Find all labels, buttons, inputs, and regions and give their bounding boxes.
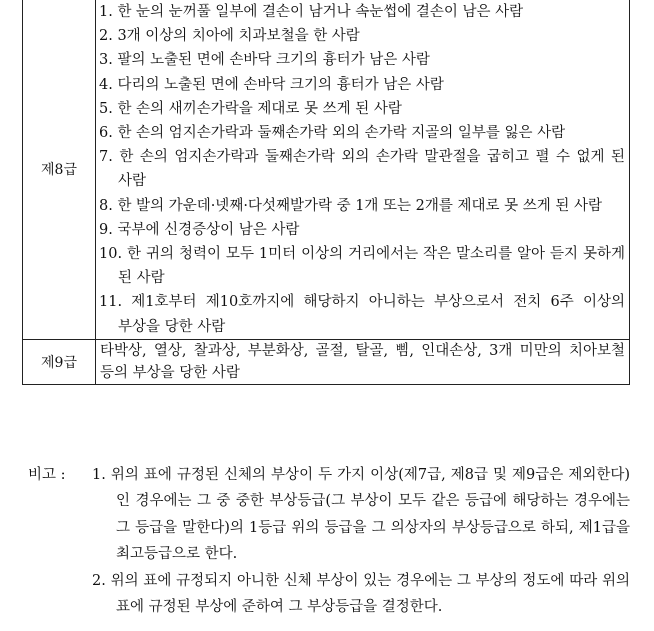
grade-8-item: 7. 한 손의 엄지손가락과 둘째손가락 외의 손가락 말관절을 굽히고 펼 수 없게 된 사람 xyxy=(99,149,625,190)
grade-8-label: 제8급 xyxy=(23,0,96,339)
grade-8-item: 6. 한 손의 엄지손가락과 둘째손가락 외의 손가락 지골의 일부를 잃은 사람 xyxy=(99,125,566,142)
grade-8-item: 3. 팔의 노출된 면에 손바닥 크기의 흉터가 남은 사람 xyxy=(99,52,430,69)
grade-8-item: 1. 한 눈의 눈꺼풀 일부에 결손이 남거나 속눈썹에 결손이 남은 사람 xyxy=(99,4,524,20)
grade-9-row xyxy=(23,339,630,384)
grade-8-item: 2. 3개 이상의 치아에 치과보철을 한 사람 xyxy=(99,28,360,45)
grade-8-item: 5. 한 손의 새끼손가락을 제대로 못 쓰게 된 사람 xyxy=(99,100,402,117)
grade-8-item: 9. 국부에 신경증상이 남은 사람 xyxy=(99,221,300,238)
grade-9-cell xyxy=(96,339,630,384)
note-text: 2. 위의 표에 규정되지 아니한 신체 부상이 있는 경우에는 그 부상의 정도에 따라 위의 표에 규정된 부상에 준하여 그 부상등급을 결정한다. xyxy=(92,572,630,616)
grade-8-item: 11. 제1호부터 제10호까지에 해당하지 아니하는 부상으로서 전치 6주 이상의 부상을 당한 사람 xyxy=(99,294,625,335)
grade-9-text: 타박상, 열상, 찰과상, 부분화상, 골절, 탈골, 삠, 인대손상, 3개 미만의 치아보철 등의 부상을 당한 사람 xyxy=(100,342,625,381)
notes-prefix: 비고 : xyxy=(28,467,66,483)
grade-8-item: 10. 한 귀의 청력이 모두 1미터 이상의 거리에서는 작은 말소리를 알아 듣지 못하게 된 사람 xyxy=(99,246,625,287)
injury-grade-table xyxy=(22,0,630,385)
grade-8-row xyxy=(23,0,630,339)
note-text: 1. 위의 표에 규정된 신체의 부상이 두 가지 이상(제7급, 제8급 및 제9급은 제외한다)인 경우에는 그 중 중한 부상등급(그 부상이 모두 같은 등급에 해당하는 경우에는 그 등급을 말한다)의 1등급 위의 등급을 그 의상자의 부상등급으로 하되, 제1급을 최고등급으로 한다. xyxy=(92,467,630,563)
grade-9-label: 제9급 xyxy=(23,339,96,384)
grade-8-item: 8. 한 발의 가운데·넷째·다섯째발가락 중 1개 또는 2개를 제대로 못 쓰게 된 사람 xyxy=(99,197,603,214)
grade-8-item: 4. 다리의 노출된 면에 손바닥 크기의 흉터가 남은 사람 xyxy=(99,76,444,93)
notes-section xyxy=(28,462,630,620)
note-item xyxy=(28,568,630,621)
note-item xyxy=(28,462,630,568)
grade-8-items xyxy=(96,0,630,339)
